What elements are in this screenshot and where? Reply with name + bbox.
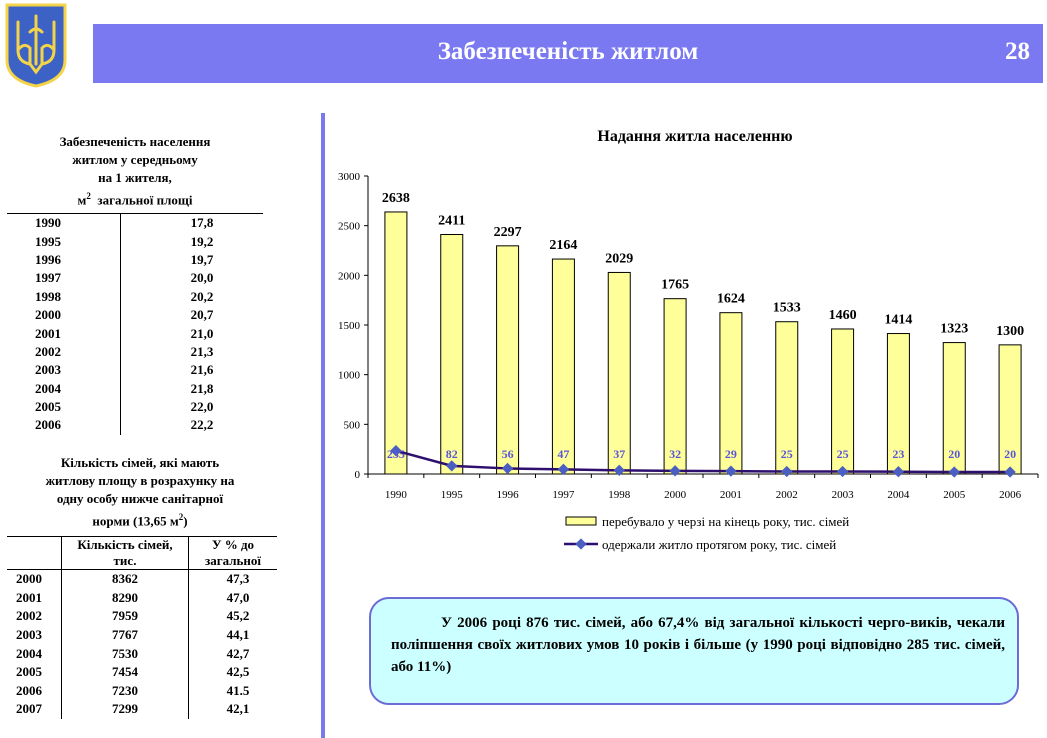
- row-value: 21,3: [190, 343, 214, 359]
- table-row: [7, 214, 263, 233]
- row-year: 1998: [7, 288, 121, 306]
- y-tick-label: 1500: [338, 320, 360, 332]
- row-year: 2000: [7, 306, 121, 324]
- y-tick-label: 2000: [338, 270, 360, 283]
- bar-value-label: 1460: [828, 307, 857, 323]
- bar-value-label: 1624: [716, 291, 745, 307]
- table-row: [7, 570, 277, 589]
- y-tick-label: 500: [343, 419, 360, 432]
- row-year: 1996: [7, 251, 121, 269]
- row-count: 7530: [62, 644, 189, 663]
- row-year: 2002: [7, 343, 121, 361]
- bar-value-label: 2638: [381, 190, 410, 206]
- legend-bar-label: перебувало у черзі на кінець року, тис. сімей: [602, 514, 850, 529]
- row-value: 20,0: [190, 270, 214, 286]
- line-value-label: 235: [386, 447, 405, 461]
- bar: [497, 246, 519, 474]
- page-title: Забезпеченість житлом: [437, 38, 699, 65]
- trident-emblem-icon: [4, 2, 68, 88]
- living-space-table-title: Забезпеченість населення житлом у середньому на 1 жителя, $м^2$ загальної площі: [59, 134, 211, 208]
- line-value-label: 29: [724, 447, 737, 461]
- row-count: 7299: [62, 700, 189, 719]
- table-row: [7, 306, 263, 324]
- column-header-year: [7, 537, 62, 570]
- bar-value-label: 1765: [661, 277, 690, 293]
- table-row: [7, 232, 263, 250]
- x-tick-label: 2002: [775, 489, 798, 501]
- y-tick-label: 2500: [338, 220, 360, 233]
- bar: [552, 259, 574, 474]
- line-value-label: 47: [557, 447, 570, 461]
- legend-line-marker: [575, 538, 586, 549]
- x-tick-label: 1997: [552, 489, 575, 501]
- x-tick-label: 2004: [887, 489, 910, 501]
- table-row: [7, 663, 277, 682]
- table-row: [7, 700, 277, 719]
- row-year: 2004: [7, 380, 121, 398]
- table-row: [7, 288, 263, 306]
- row-year: 2001: [7, 589, 62, 608]
- bar-value-label: 1414: [884, 312, 913, 328]
- header-bar: [93, 24, 1043, 83]
- row-year: 2006: [7, 416, 121, 434]
- x-tick-label: 2003: [831, 489, 854, 501]
- row-value: 19,2: [190, 233, 214, 249]
- row-percent: 42,7: [226, 645, 250, 661]
- row-percent: 41.5: [226, 682, 250, 698]
- table-row: [7, 589, 277, 608]
- table-row: [7, 324, 263, 342]
- table-row: [7, 644, 277, 663]
- row-count: 7767: [62, 626, 189, 645]
- table-row: [7, 269, 263, 287]
- row-percent: 47,3: [226, 571, 250, 587]
- line-value-label: 25: [836, 447, 849, 461]
- line-value-label: 82: [445, 447, 458, 461]
- row-count: 7959: [62, 607, 189, 626]
- table-row: [7, 398, 263, 416]
- line-value-label: 20: [1004, 447, 1017, 461]
- row-value: 21,0: [190, 325, 214, 341]
- row-value: 19,7: [190, 251, 214, 267]
- row-year: 2004: [7, 644, 62, 663]
- row-value: 20,7: [190, 307, 214, 323]
- row-year: 2005: [7, 398, 121, 416]
- column-header-count: Кількість сімей, тис.: [62, 537, 189, 570]
- row-count: 8290: [62, 589, 189, 608]
- chart-title: Надання житла населенню: [597, 128, 793, 145]
- table-row: [7, 251, 263, 269]
- row-year: 1995: [7, 232, 121, 250]
- page-number: 28: [1005, 38, 1030, 65]
- row-value: 21,6: [190, 362, 214, 378]
- row-value: 21,8: [190, 380, 214, 396]
- x-tick-label: 2001: [719, 489, 742, 501]
- row-year: 2001: [7, 324, 121, 342]
- table-row: [7, 343, 263, 361]
- housing-chart: [326, 118, 1046, 558]
- legend-line-label: одержали житло протягом року, тис. сімей: [602, 537, 837, 552]
- row-count: 7454: [62, 663, 189, 682]
- vertical-divider: [321, 113, 325, 738]
- row-value: 20,2: [190, 288, 214, 304]
- row-value: 22,2: [190, 417, 214, 433]
- bar: [441, 235, 463, 474]
- row-year: 2006: [7, 682, 62, 701]
- info-box: У 2006 році 876 тис. сімей, або 67,4% від загальної кількості черго-виків, чекали поліпшення своїх житлових умов 10 років і більше (у 1990 році відповідно 285 тис. сімей, або 11%): [369, 597, 1019, 705]
- bar-value-label: 1300: [996, 323, 1025, 339]
- bar-value-label: 2411: [438, 213, 466, 229]
- row-value: 22,0: [190, 399, 214, 415]
- line-value-label: 20: [948, 447, 961, 461]
- x-tick-label: 1995: [440, 489, 463, 501]
- row-year: 2002: [7, 607, 62, 626]
- bar-value-label: 1323: [940, 321, 969, 337]
- row-year: 2007: [7, 700, 62, 719]
- bar-value-label: 2164: [549, 238, 578, 254]
- row-year: 2000: [7, 570, 62, 589]
- line-value-label: 56: [501, 447, 514, 461]
- row-year: 2003: [7, 361, 121, 379]
- series-line: [396, 451, 1010, 472]
- table-row: [7, 416, 263, 434]
- line-value-label: 32: [669, 447, 682, 461]
- bar: [385, 212, 407, 474]
- bar-value-label: 1533: [772, 300, 801, 316]
- x-tick-label: 2005: [943, 489, 966, 501]
- row-percent: 47,0: [226, 589, 250, 605]
- row-year: 2003: [7, 626, 62, 645]
- families-table-title: Кількість сімей, які мають житлову площу в розрахунку на одну особу нижче санітарної норми (13,65 $м^2$): [45, 455, 235, 529]
- line-value-label: 37: [613, 447, 626, 461]
- living-space-table: [7, 213, 263, 435]
- x-tick-label: 2006: [999, 489, 1022, 501]
- x-tick-label: 1990: [384, 489, 407, 501]
- row-value: 17,8: [121, 214, 264, 233]
- bar-value-label: 2029: [605, 251, 634, 267]
- bar: [608, 272, 630, 474]
- y-tick-label: 3000: [338, 171, 360, 183]
- table-row: [7, 626, 277, 645]
- row-count: 7230: [62, 682, 189, 701]
- row-percent: 45,2: [226, 608, 250, 624]
- row-count: 8362: [62, 570, 189, 589]
- x-tick-label: 1996: [496, 489, 519, 501]
- row-year: 2005: [7, 663, 62, 682]
- table-row: [7, 380, 263, 398]
- row-year: 1997: [7, 269, 121, 287]
- line-value-label: 25: [780, 447, 793, 461]
- x-tick-label: 2000: [664, 489, 687, 501]
- row-percent: 42,5: [226, 664, 250, 680]
- row-percent: 44,1: [226, 627, 250, 643]
- table-row: [7, 361, 263, 379]
- families-table: [7, 536, 277, 719]
- row-year: 1990: [7, 214, 121, 233]
- line-value-label: 23: [892, 447, 905, 461]
- table-row: [7, 607, 277, 626]
- column-header-percent: У % до загальної: [189, 537, 278, 570]
- table-row: [7, 682, 277, 701]
- legend-bar-swatch: [566, 517, 596, 525]
- bar-value-label: 2297: [493, 224, 522, 240]
- row-percent: 42,1: [226, 701, 250, 717]
- y-tick-label: 0: [354, 469, 360, 481]
- x-tick-label: 1998: [608, 489, 631, 501]
- y-tick-label: 1000: [338, 369, 360, 382]
